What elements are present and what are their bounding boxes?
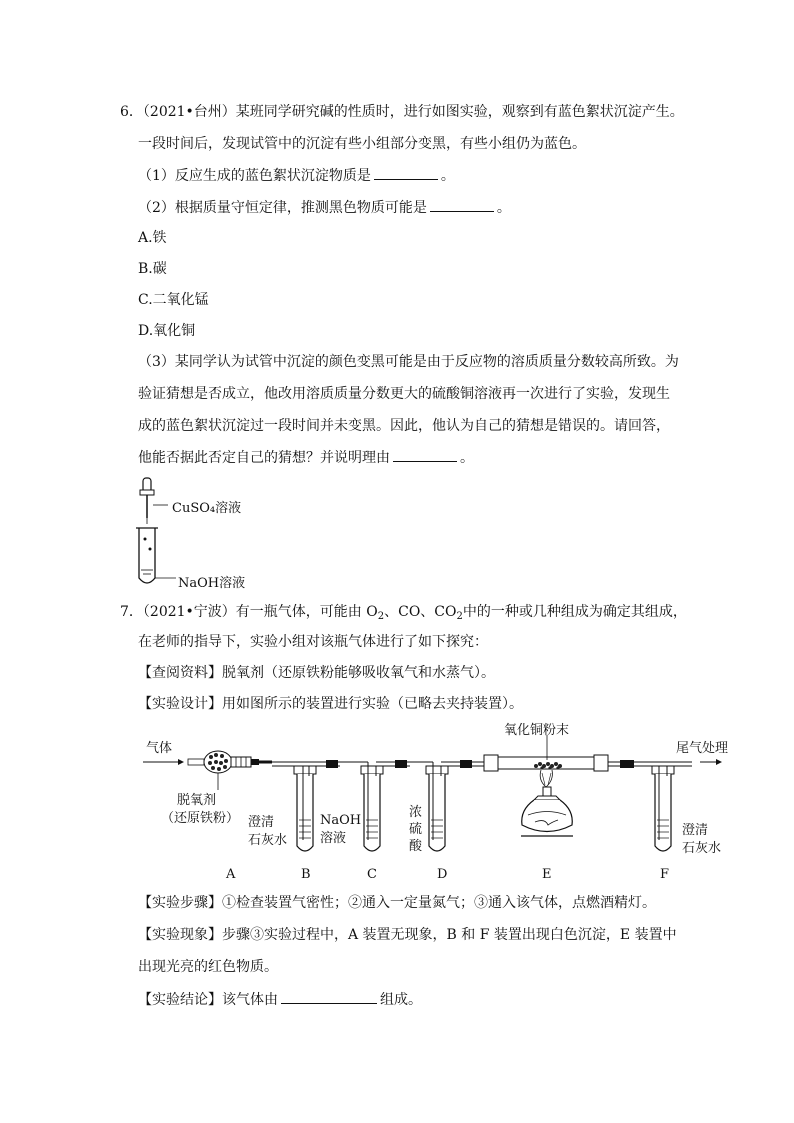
q6-part1-blank[interactable] (374, 165, 438, 180)
apparatus-letter-d: D (437, 867, 448, 882)
q6-part2: （2）根据质量守恒定律，推测黑色物质可能是 。 (138, 197, 511, 218)
q6-part3-line3: 成的蓝色絮状沉淀过一段时间并未变黑。因此，他认为自己的猜想是错误的。请回答， (138, 418, 670, 434)
q7-phenomenon-line2: 出现光亮的红色物质。 (138, 959, 278, 975)
apparatus-letter-b: B (301, 867, 311, 882)
q6-part2-blank[interactable] (430, 197, 494, 212)
deoxidizer-sub-label: （还原铁粉） (161, 811, 240, 826)
q7-reference: 【查阅资料】脱氧剂（还原铁粉能够吸收氧气和水蒸气）。 (138, 665, 495, 681)
cuso4-label: CuSO₄溶液 (172, 501, 242, 516)
copper-oxide-label: 氧化铜粉末 (504, 723, 570, 738)
q6-part1: （1）反应生成的蓝色絮状沉淀物质是 。 (138, 165, 455, 186)
q6-part3-blank[interactable] (393, 447, 457, 462)
gas-inlet-label: 气体 (146, 741, 173, 756)
c-label-2: 溶液 (320, 831, 347, 846)
q7-stem-line1: 7．（2021•宁波）有一瓶气体，可能由 $O_2$、CO、$CO_2$中的一种或几种组成为确定其组成， (120, 604, 687, 622)
q7-design: 【实验设计】用如图所示的装置进行实验（已略去夹持装置）。 (138, 696, 523, 712)
q6-part3-line2: 验证猜想是否成立，他改用溶质质量分数更大的硫酸铜溶液再一次进行了实验，发现生 (138, 386, 670, 402)
d-label-1: 浓 (409, 805, 423, 820)
tail-gas-label: 尾气处理 (676, 741, 729, 756)
deoxidizer-label: 脱氧剂 (177, 793, 217, 808)
q6-option-d[interactable]: D.氧化铜 (138, 323, 196, 339)
q6-option-c[interactable]: C.二氧化锰 (138, 292, 209, 308)
f-label-1: 澄清 (682, 823, 709, 838)
f-label-2: 石灰水 (682, 841, 722, 856)
q7-steps: 【实验步骤】①检查装置气密性；②通入一定量氮气；③通入该气体，点燃酒精灯。 (138, 895, 656, 911)
d-label-3: 酸 (409, 839, 423, 854)
q7-conclusion: 【实验结论】该气体由 组成。 (138, 989, 422, 1010)
q6-stem-line1: 6．（2021•台州）某班同学研究碱的性质时，进行如图实验，观察到有蓝色絮状沉淀产生。 (120, 104, 684, 120)
apparatus-letter-c: C (367, 867, 377, 882)
q7-conclusion-blank[interactable] (281, 989, 377, 1004)
q6-option-a[interactable]: A.铁 (138, 230, 167, 246)
apparatus-letter-f: F (660, 867, 670, 882)
q7-stem-line2: 在老师的指导下，实验小组对该瓶气体进行了如下探究： (138, 634, 488, 650)
q6-part3-line1: （3）某同学认为试管中沉淀的颜色变黑可能是由于反应物的溶质质量分数较高所致。为 (138, 354, 679, 370)
q6-option-b[interactable]: B.碳 (138, 261, 167, 277)
apparatus-letter-a: A (226, 867, 236, 882)
b-label-2: 石灰水 (248, 833, 288, 848)
b-label-1: 澄清 (248, 815, 275, 830)
d-label-2: 硫 (409, 822, 423, 837)
q6-part3-line4: 他能否据此否定自己的猜想？并说明理由 。 (138, 447, 474, 468)
c-label-1: NaOH (320, 813, 362, 828)
q6-stem-line2: 一段时间后，发现试管中的沉淀有些小组部分变黑，有些小组仍为蓝色。 (138, 136, 586, 152)
naoh-label: NaOH溶液 (178, 576, 246, 591)
apparatus-letter-e: E (542, 867, 552, 882)
q7-phenomenon-line1: 【实验现象】步骤③实验过程中，A 装置无现象，B 和 F 装置出现白色沉淀，E 装置中 (138, 927, 677, 943)
